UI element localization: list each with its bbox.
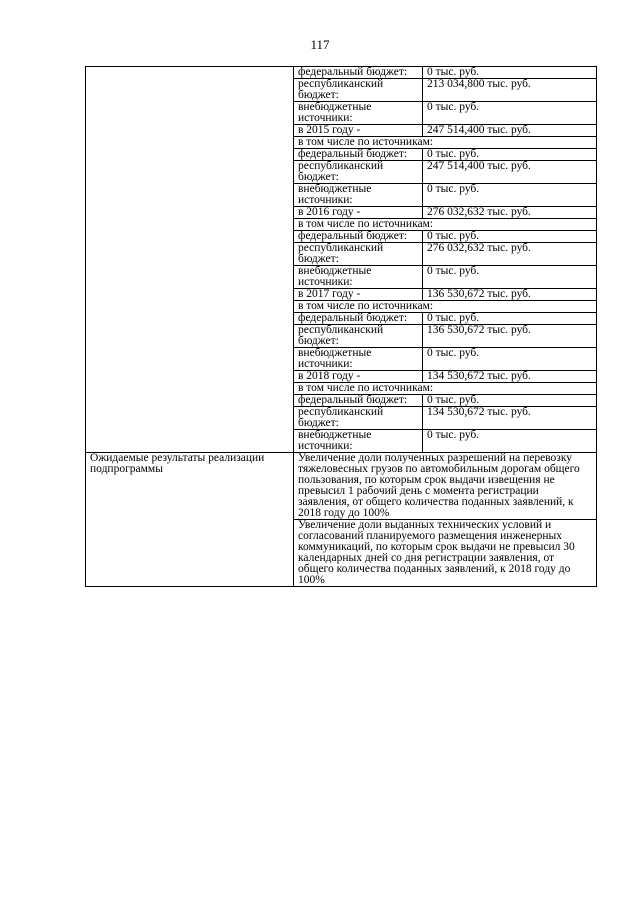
funding-label: в 2016 году - [294, 207, 423, 219]
funding-label: республиканский бюджет: [294, 325, 423, 348]
funding-label: в 2018 году - [294, 371, 423, 383]
program-table [85, 66, 597, 587]
funding-value: 134 530,672 тыс. руб. [423, 371, 597, 383]
funding-value: 276 032,632 тыс. руб. [423, 207, 597, 219]
funding-label: федеральный бюджет: [294, 67, 423, 79]
funding-value: 0 тыс. руб. [423, 231, 597, 243]
funding-label: внебюджетные источники: [294, 348, 423, 371]
funding-value: 0 тыс. руб. [423, 430, 597, 453]
funding-label: республиканский бюджет: [294, 243, 423, 266]
funding-label: внебюджетные источники: [294, 102, 423, 125]
page-number: 117 [310, 37, 330, 52]
sources-heading: в том числе по источникам: [294, 219, 597, 231]
result-item: Увеличение доли выданных технических условий и согласований планируемого размещения инженерных коммуникаций, по которым срок выдачи не превысил 30 календарных дней со дня регистрации заявления, от общего количества поданных заявлений, к 2018 году до 100% [294, 520, 597, 587]
left-empty-cell [86, 67, 294, 453]
funding-value: 0 тыс. руб. [423, 313, 597, 325]
funding-label: республиканский бюджет: [294, 79, 423, 102]
funding-value: 0 тыс. руб. [423, 184, 597, 207]
funding-value: 0 тыс. руб. [423, 266, 597, 289]
funding-value: 136 530,672 тыс. руб. [423, 325, 597, 348]
results-label: Ожидаемые результаты реализации подпрограммы [86, 453, 294, 587]
funding-value: 136 530,672 тыс. руб. [423, 289, 597, 301]
funding-value: 0 тыс. руб. [423, 149, 597, 161]
funding-label: внебюджетные источники: [294, 184, 423, 207]
funding-label: внебюджетные источники: [294, 430, 423, 453]
sources-heading: в том числе по источникам: [294, 301, 597, 313]
funding-label: федеральный бюджет: [294, 395, 423, 407]
funding-value: 134 530,672 тыс. руб. [423, 407, 597, 430]
funding-value: 247 514,400 тыс. руб. [423, 161, 597, 184]
funding-label: федеральный бюджет: [294, 231, 423, 243]
sources-heading: в том числе по источникам: [294, 137, 597, 149]
funding-label: в 2017 году - [294, 289, 423, 301]
funding-value: 0 тыс. руб. [423, 102, 597, 125]
funding-label: республиканский бюджет: [294, 161, 423, 184]
funding-value: 0 тыс. руб. [423, 395, 597, 407]
funding-label: республиканский бюджет: [294, 407, 423, 430]
funding-label: в 2015 году - [294, 125, 423, 137]
funding-label: федеральный бюджет: [294, 149, 423, 161]
result-item: Увеличение доли полученных разрешений на перевозку тяжеловесных грузов по автомобильным дорогам общего пользования, по которым срок выдачи извещения не превысил 1 рабочий день с момента регистрации заявления, от общего количества поданных заявлений, к 2018 году до 100% [294, 453, 597, 520]
funding-label: федеральный бюджет: [294, 313, 423, 325]
funding-row [86, 67, 597, 79]
results-row [86, 453, 597, 520]
funding-value: 213 034,800 тыс. руб. [423, 79, 597, 102]
funding-label: внебюджетные источники: [294, 266, 423, 289]
sources-heading: в том числе по источникам: [294, 383, 597, 395]
funding-value: 0 тыс. руб. [423, 67, 597, 79]
funding-value: 0 тыс. руб. [423, 348, 597, 371]
funding-value: 247 514,400 тыс. руб. [423, 125, 597, 137]
funding-value: 276 032,632 тыс. руб. [423, 243, 597, 266]
